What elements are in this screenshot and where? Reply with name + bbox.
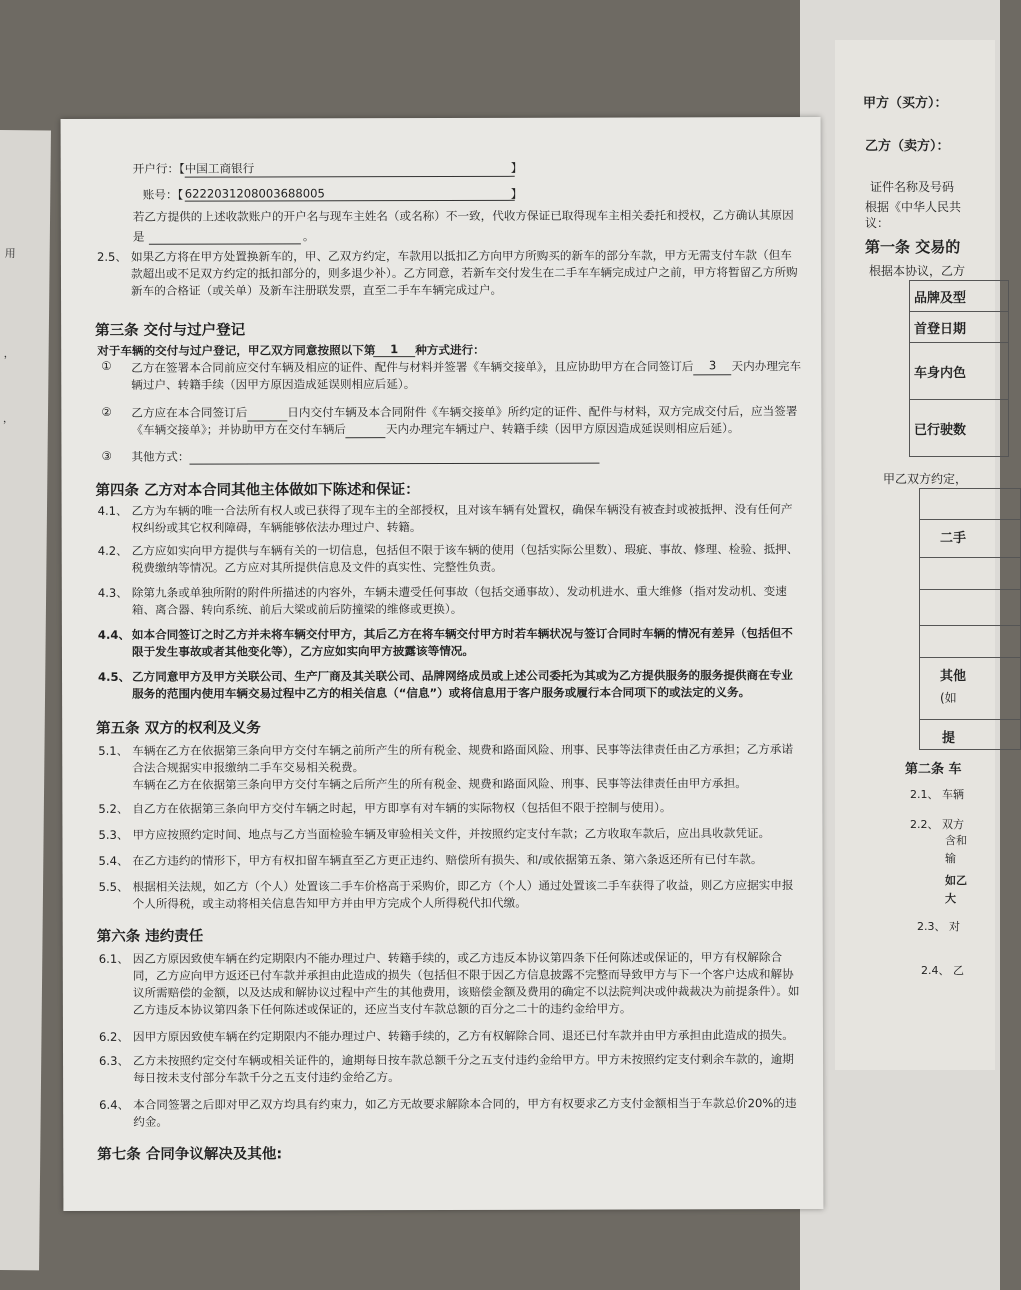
right-page-text: 输 (945, 852, 956, 865)
right-page-table (909, 280, 1009, 457)
clause-number: 5.4、 (98, 853, 129, 868)
right-page-text: 大 (945, 892, 956, 905)
clause-text: 在乙方违约的情形下，甲方有权扣留车辆直至乙方更正违约、赔偿所有损失、和/或依据第五条、第六条返还所有已付车款。 (132, 852, 763, 868)
bank-name-value: 中国工商银行 (185, 160, 515, 178)
clause-5-2 (62, 799, 804, 816)
bank-account-value: 6222031208003688005 (185, 186, 515, 202)
option-text-part: 日内交付车辆及本合同附件《车辆交接单》所约定的证件、配件与材料，双方完成交付后，应当签署《车辆交接单》；并协助甲方在交付车辆后 (131, 404, 798, 437)
clause-number: 5.1、 (98, 743, 129, 758)
clause-number: 4.5、 (98, 669, 131, 684)
bank-account-row (61, 185, 803, 202)
bank-note-reason-label: 是 (132, 229, 145, 244)
clause-6-1 (63, 949, 805, 1017)
option-2-days-blank (346, 423, 386, 438)
bank-note (61, 207, 803, 224)
clause-text: 乙方未按照约定交付车辆或相关证件的，逾期每日按车款总额千分之五支付违约金给甲方。甲方未按照约定支付剩余车款的，逾期每日按未支付部分车款千分之五支付违约金给乙方。 (133, 1052, 794, 1085)
clause-text: 因甲方原因致使车辆在约定期限内不能办理过户、转籍手续的，乙方有权解除合同、退还已付车款并由甲方承担由此造成的损失。 (132, 1028, 794, 1044)
right-page-text: 2.1、 车辆 (910, 788, 964, 801)
option-marker: ② (101, 404, 112, 419)
clause-5-1 (62, 741, 804, 792)
period: 。 (302, 229, 315, 244)
clause-number: 6.1、 (98, 951, 129, 966)
clause-5-3 (62, 825, 804, 842)
right-page-party-a: 甲方（买方）： (863, 96, 948, 111)
clause-number: 6.3、 (99, 1053, 130, 1068)
left-page-fragment: ， (3, 346, 15, 361)
clause-number: 4.3、 (97, 585, 128, 600)
contract-page (61, 117, 824, 1211)
option-text (131, 403, 803, 439)
right-page-heading: 第一条 交易的 (865, 238, 961, 256)
bank-note-reason-blank (149, 230, 301, 244)
clause-text: 因乙方原因致使车辆在约定期限内不能办理过户、转籍手续的，或乙方违反本协议第四条下任何陈述或保证的，甲方有权解除合同，乙方应向甲方返还已付车款并承担由此造成的损失（包括但不限于因乙方信息披露不完整而导致甲方与下一个客户达成和解协议所需赔偿的金额，以及达成和解协议过程中产生的其他费用，该赔偿金额及费用的确定不以法院判决或仲裁裁决为前提条件）。如乙方违反本协议第四条下任何陈述或保证的，还应当支付车款总额的百分之二十的违约金给甲方。 (132, 950, 800, 1017)
right-page-text: 根据《中华人民共 (865, 200, 962, 214)
clause-text: 除第九条或单独所附的附件所描述的内容外，车辆未遭受任何事故（包括交通事故）、发动机进水、重大维修（指对发动机、变速箱、离合器、转向系统、前后大梁或前后防撞梁的维修或更换）。 (131, 584, 787, 617)
table-cell: 提 (942, 731, 956, 746)
clause-number: 6.4、 (99, 1097, 130, 1112)
clause-text-part: 车辆在乙方在依据第三条向甲方交付车辆之前所产生的所有税金、规费和路面风险、刑事、民事等法律责任由乙方承担；乙方承诺合法合规据实申报缴纳二手车交易相关税费。 (132, 742, 794, 775)
clause-2-5 (61, 247, 803, 298)
left-page-fragment: ， (2, 411, 15, 426)
bank-name-row (61, 159, 803, 176)
bracket-close: 】 (510, 186, 523, 201)
right-page-heading: 第二条 车 (905, 762, 962, 777)
right-page-text: 2.2、 双方 (910, 818, 964, 831)
clause-number: 4.1、 (97, 503, 128, 518)
clause-4-4 (62, 625, 804, 659)
clause-text: 本合同签署之后即对甲乙双方均具有约束力，如乙方无故要求解除本合同的，甲方有权要求乙方支付金额相当于车款总价20%的违约金。 (133, 1096, 797, 1129)
clause-6-3 (63, 1051, 805, 1085)
option-marker: ① (101, 358, 112, 373)
clause-text: 如果乙方将在甲方处置换新车的，甲、乙双方约定，车款用以抵扣乙方向甲方所购买的新车的部分车款，甲方无需支付车款（但车款超出或不足双方约定的抵扣部分的，则多退少补）。乙方同意，若新车交付发生在二手车车辆完成过户之前，甲方将暂留乙方所购新车的合格证（或关单）及新车注册联发票，直至二手车车辆完成过户。 (130, 248, 798, 298)
option-text-part: 天内办理完车辆过户、转籍手续（因甲方原因造成延误则相应后延）。 (131, 359, 802, 392)
right-page-text: 2.3、 对 (917, 920, 960, 933)
section-3-option-value: 1 (373, 342, 415, 357)
section-3-option-2 (61, 403, 803, 437)
clause-text: 如本合同签订之时乙方并未将车辆交付甲方，其后乙方在将车辆交付甲方时若车辆状况与签订合同时车辆的情况有差异（包括但不限于发生事故或者其他变化等），乙方应如实向甲方披露该等情况。 (131, 626, 793, 659)
section-3-intro-text: 对于车辆的交付与过户登记，甲乙双方同意按照以下第 (97, 343, 376, 358)
clause-text: 乙方为车辆的唯一合法所有权人或已获得了现车主的全部授权，且对该车辆有处置权，确保车辆没有被查封或被抵押、没有任何产权纠纷或其它权利障碍，车辆能够依法办理过户、转籍。 (131, 502, 793, 535)
table-cell: 二手 (940, 531, 967, 546)
section-4-title: 第四条 乙方对本合同其他主体做如下陈述和保证： (95, 482, 420, 499)
option-text: 其他方式： (131, 449, 190, 464)
section-3-intro (61, 341, 803, 358)
clause-4-5 (62, 667, 804, 701)
right-adjacent-page (835, 40, 995, 1070)
clause-5-5 (63, 877, 805, 911)
clause-6-2 (63, 1027, 805, 1044)
clause-text (132, 741, 804, 794)
clause-number: 4.2、 (97, 543, 128, 558)
right-page-text: 证件名称及号码 (870, 180, 955, 194)
right-page-text: 议： (865, 216, 890, 230)
section-7-title: 第七条 合同争议解决及其他: (97, 1146, 283, 1163)
clause-text: 自乙方在依据第三条向甲方交付车辆之时起，甲方即享有对车辆的实际物权（包括但不限于控制与使用）。 (132, 800, 672, 816)
clause-number: 5.5、 (98, 879, 129, 894)
clause-6-4 (63, 1095, 805, 1129)
option-marker: ③ (101, 448, 112, 463)
section-5-title: 第五条 双方的权利及义务 (96, 720, 261, 737)
clause-text: 乙方同意甲方及甲方关联公司、生产厂商及其关联公司、品牌网络成员或上述公司委托为其或为乙方提供服务的服务提供商在专业服务的范围内使用车辆交易过程中乙方的相关信息（“信息”）或将信息用于客户服务或履行本合同项下的或法定的义务。 (132, 668, 793, 701)
right-page-party-b: 乙方（卖方）： (865, 139, 950, 154)
section-3-intro-text: 种方式进行： (415, 342, 485, 358)
option-text-part: 天内办理完车辆过户、转籍手续（因甲方原因造成延误则相应后延）。 (385, 421, 740, 437)
clause-text-part: 车辆在乙方在依据第三条向甲方交付车辆之后所产生的所有税金、规费和路面风险、刑事、民事等法律责任由甲方承担。 (132, 776, 747, 792)
table-cell: 车身内色 (910, 343, 1009, 400)
table-cell: 其他 (940, 669, 967, 684)
left-adjacent-page (0, 130, 51, 1271)
clause-number: 2.5、 (96, 249, 127, 264)
clause-text: 根据相关法规，如乙方（个人）处置该二手车价格高于采购价，即乙方（个人）通过处置该二手车获得了收益，则乙方应据实申报个人所得税，或主动将相关信息告知甲方并由甲方完成个人所得税代扣代缴。 (132, 878, 794, 911)
right-page-text: 2.4、 乙 (921, 964, 964, 977)
clause-number: 5.3、 (98, 827, 129, 842)
table-cell: 首登日期 (910, 312, 1009, 343)
clause-4-1 (62, 501, 804, 535)
section-6-title: 第六条 违约责任 (96, 928, 204, 945)
clause-number: 5.2、 (98, 801, 129, 816)
clause-text: 乙方应如实向甲方提供与车辆有关的一切信息，包括但不限于该车辆的使用（包括实际公里数）、瑕疵、事故、修理、检验、抵押、税费缴纳等情况。乙方应对其所提供信息及文件的真实性、完整性负责。 (131, 542, 799, 575)
table-cell: (如 (940, 691, 957, 705)
clause-text: 甲方应按照约定时间、地点与乙方当面检验车辆及审验相关文件，并按照约定支付车款；乙方收取车款后，应出具收款凭证。 (132, 826, 771, 842)
table-cell: 已行驶数 (910, 400, 1009, 457)
right-page-text: 如乙 (945, 874, 967, 887)
right-page-text: 含和 (945, 834, 967, 847)
right-page-text: 根据本协议，乙方 (869, 264, 966, 278)
option-2-days-blank (247, 406, 287, 421)
clause-number: 4.4、 (97, 627, 131, 642)
bank-account-label: 账号：【 (142, 187, 184, 202)
bank-note-reason-row (61, 227, 803, 244)
table-cell: 品牌及型 (910, 281, 1009, 312)
option-text-part: 乙方应在本合同签订后 (131, 405, 248, 420)
left-page-fragment: 用 (4, 246, 16, 261)
option-3-blank (189, 450, 599, 465)
option-1-days-value: 3 (694, 357, 732, 375)
clause-4-2 (62, 541, 804, 575)
section-3-title: 第三条 交付与过户登记 (95, 322, 246, 339)
option-text-part: 乙方在签署本合同前应交付车辆及相应的证件、配件与材料并签署《车辆交接单》，且应协助甲方在合同签订后 (131, 359, 694, 375)
clause-number: 6.2、 (98, 1029, 130, 1044)
clause-5-4 (62, 851, 804, 868)
bracket-close: 】 (510, 160, 523, 175)
option-text (131, 357, 803, 394)
bank-note-text: 若乙方提供的上述收款账户的开户名与现车主姓名（或名称）不一致，代收方保证已取得现车主相关委托和授权，乙方确认其原因 (132, 208, 794, 224)
right-page-table-2 (919, 488, 1021, 750)
section-3-option-3 (61, 447, 803, 464)
right-page-text: 甲乙双方约定， (883, 472, 968, 486)
bank-name-label: 开户行：【 (132, 161, 185, 176)
clause-4-3 (62, 583, 804, 617)
